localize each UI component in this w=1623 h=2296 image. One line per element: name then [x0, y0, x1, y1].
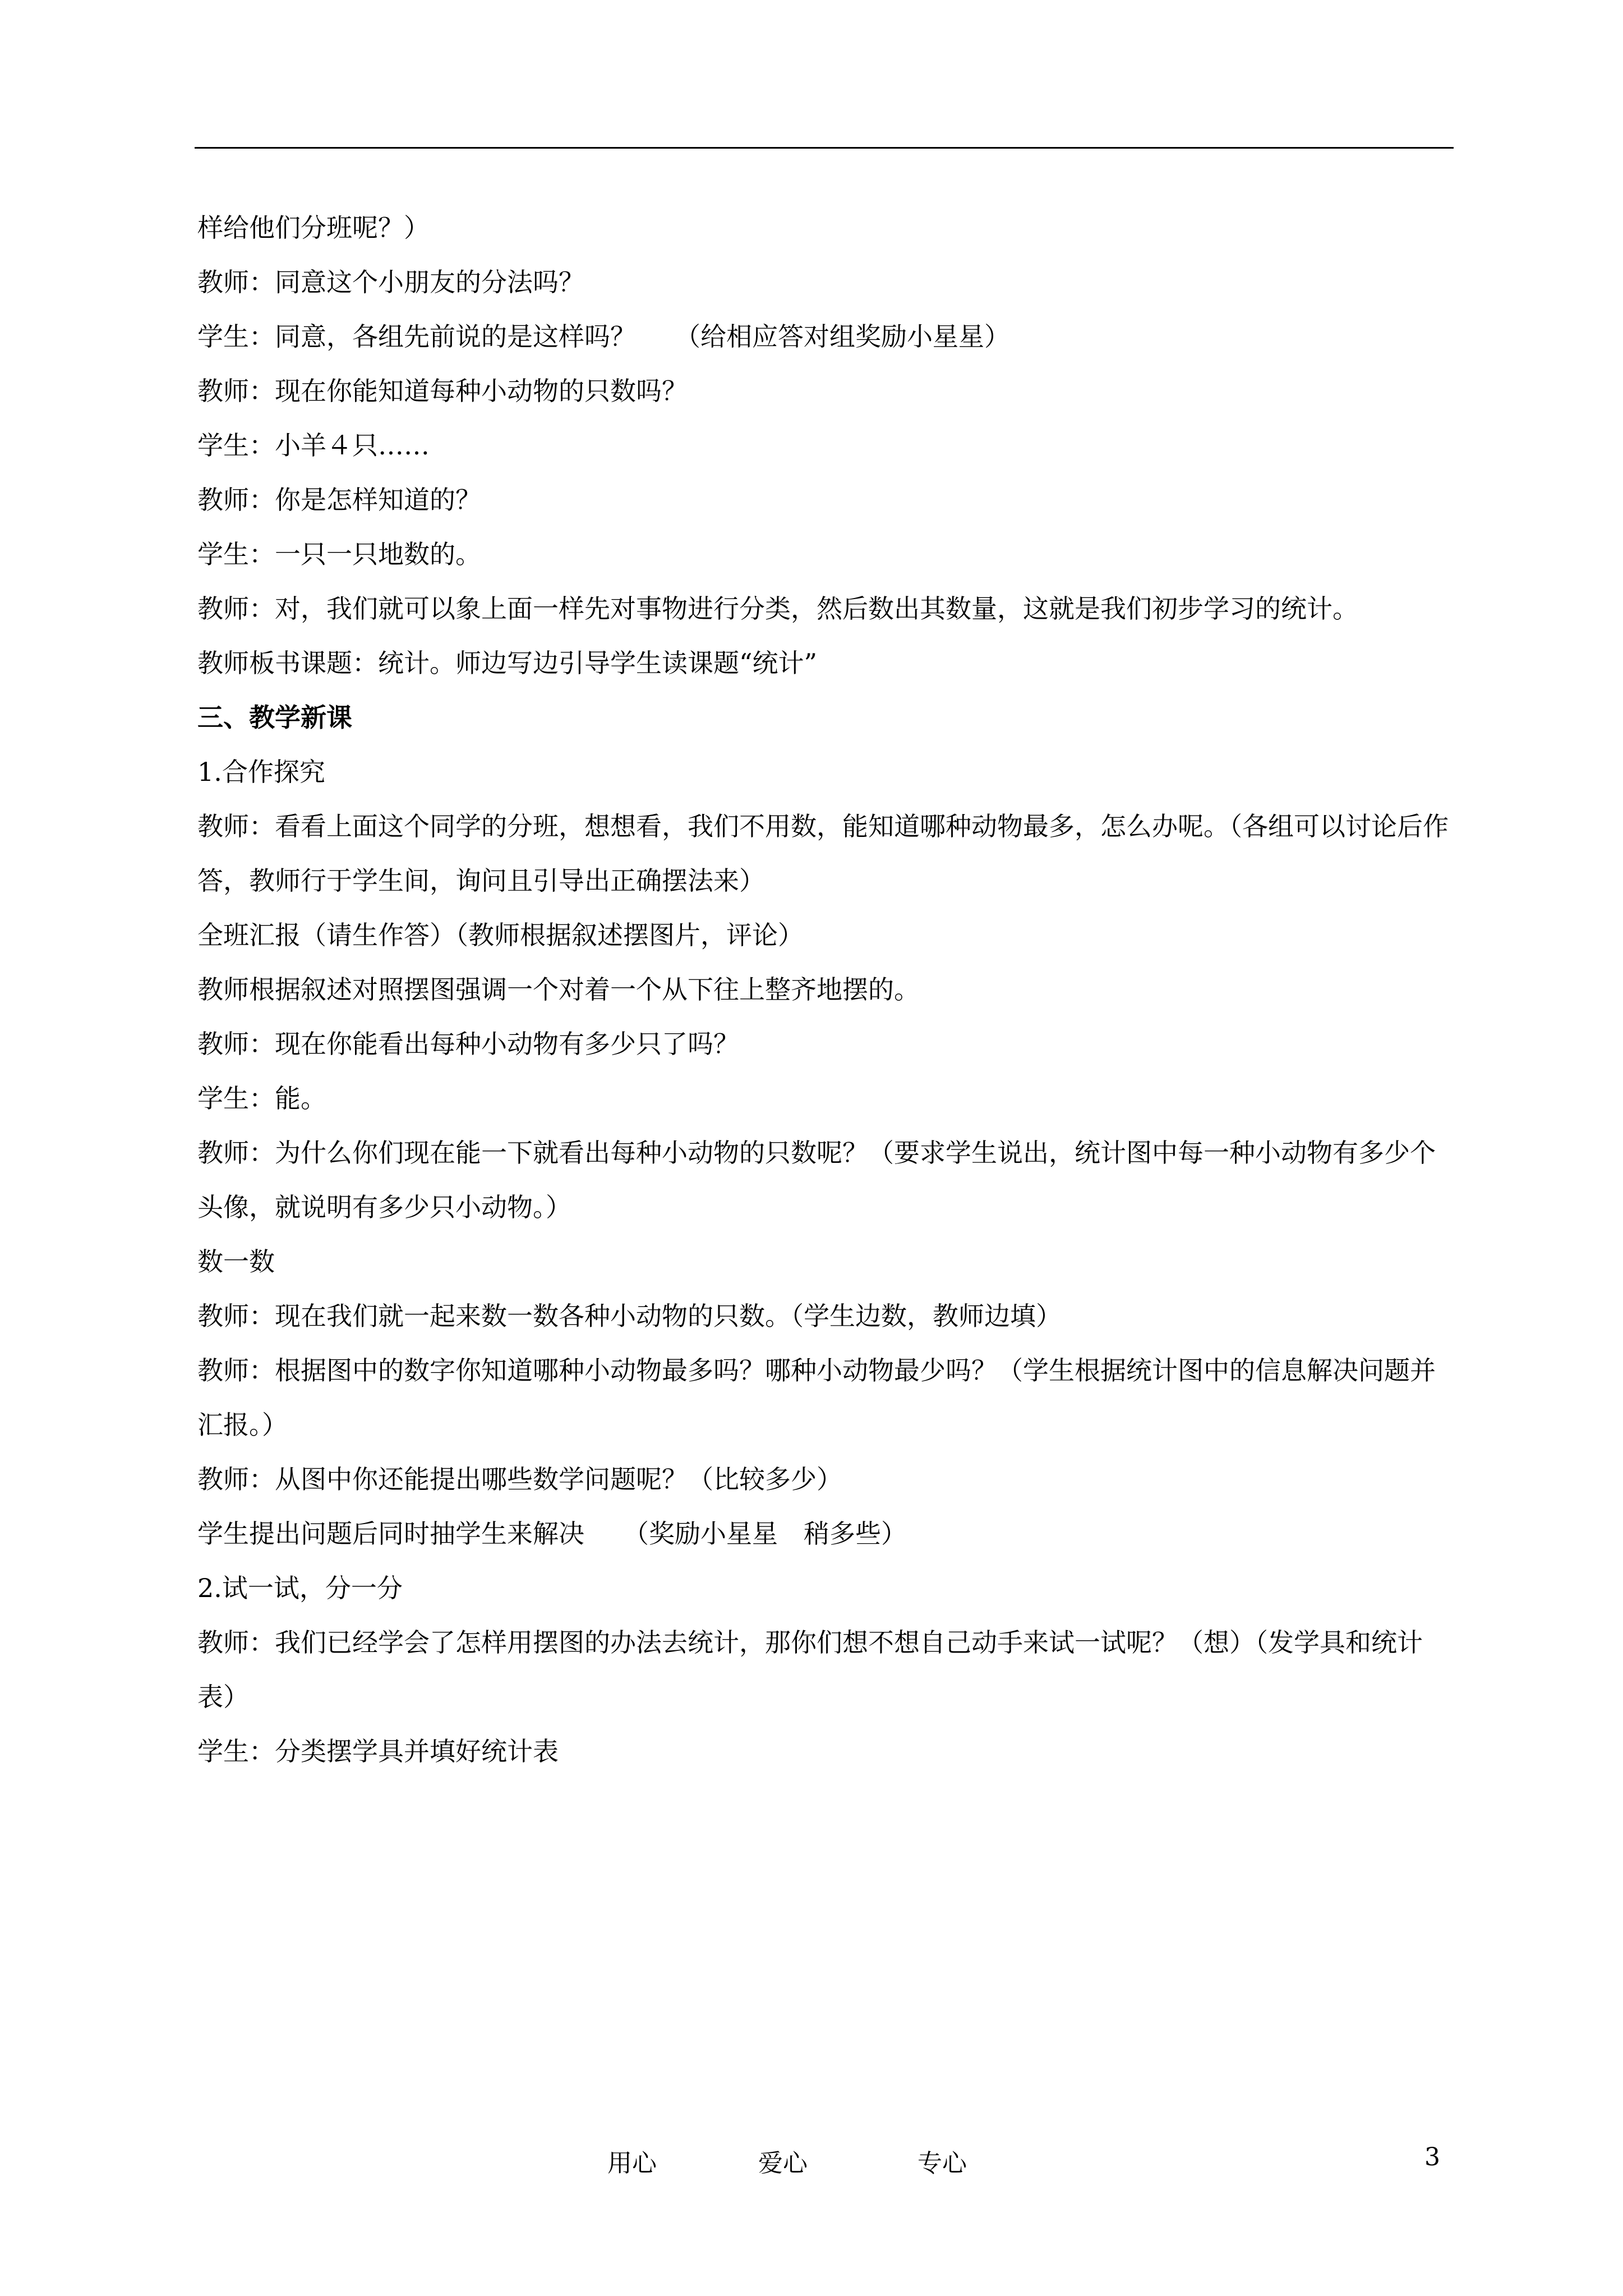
paragraph: 1.合作探究	[197, 757, 325, 787]
paragraph: 教师：看看上面这个同学的分班，想想看，我们不用数，能知道哪种动物最多，怎么办呢。（各组可以讨论后作答，教师行于学生间，询问且引导出正确摆法来）	[197, 811, 1449, 896]
paragraph: 教师：现在我们就一起来数一数各种小动物的只数。（学生边数，教师边填）	[197, 1301, 1062, 1331]
body-text	[197, 201, 1451, 1779]
paragraph: 教师：为什么你们现在能一下就看出每种小动物的只数呢？（要求学生说出，统计图中每一种小动物有多少个头像，就说明有多少只小动物。）	[197, 1138, 1436, 1222]
paragraph: 学生：能。	[197, 1083, 326, 1114]
paragraph: 教师板书课题：统计。师边写边引导学生读课题“统计”	[197, 648, 818, 678]
footer	[0, 2143, 1623, 2177]
paragraph: 教师：根据图中的数字你知道哪种小动物最多吗？哪种小动物最少吗？（学生根据统计图中的信息解决问题并汇报。）	[197, 1355, 1436, 1440]
paragraph: 教师：你是怎样知道的？	[197, 485, 481, 515]
paragraph: 学生：小羊４只……	[197, 430, 430, 461]
paragraph: 数一数	[197, 1246, 275, 1277]
paragraph: 教师根据叙述对照摆图强调一个对着一个从下往上整齐地摆的。	[197, 974, 920, 1005]
paragraph: 教师：现在你能看出每种小动物有多少只了吗？	[197, 1029, 739, 1059]
paragraph: 教师：同意这个小朋友的分法吗？	[197, 267, 584, 297]
footer-slogan-3: 专心	[917, 2149, 967, 2178]
footer-slogan-1: 用心	[607, 2149, 657, 2178]
paragraph: 样给他们分班呢？）	[197, 213, 430, 243]
paragraph: 教师：现在你能知道每种小动物的只数吗？	[197, 376, 688, 406]
footer-slogan-2: 爱心	[758, 2149, 808, 2178]
header-rule	[195, 147, 1454, 149]
paragraph: 2.试一试，分一分	[197, 1573, 403, 1603]
paragraph: 教师：从图中你还能提出哪些数学问题呢？（比较多少）	[197, 1464, 842, 1494]
section-heading: 三、教学新课	[197, 702, 352, 733]
paragraph: 学生：同意，各组先前说的是这样吗？ （给相应答对组奖励小星星）	[197, 321, 1010, 352]
paragraph: 全班汇报（请生作答）（教师根据叙述摆图片，评论）	[197, 920, 804, 950]
page-number: 3	[1424, 2143, 1440, 2171]
paragraph: 教师：我们已经学会了怎样用摆图的办法去统计，那你们想不想自己动手来试一试呢？（想）（发学具和统计表）	[197, 1627, 1423, 1712]
paragraph: 教师：对，我们就可以象上面一样先对事物进行分类，然后数出其数量，这就是我们初步学习的统计。	[197, 593, 1358, 624]
paragraph: 学生提出问题后同时抽学生来解决 （奖励小星星 稍多些）	[197, 1519, 907, 1549]
paragraph: 学生：分类摆学具并填好统计表	[197, 1736, 559, 1766]
paragraph: 学生：一只一只地数的。	[197, 539, 481, 569]
